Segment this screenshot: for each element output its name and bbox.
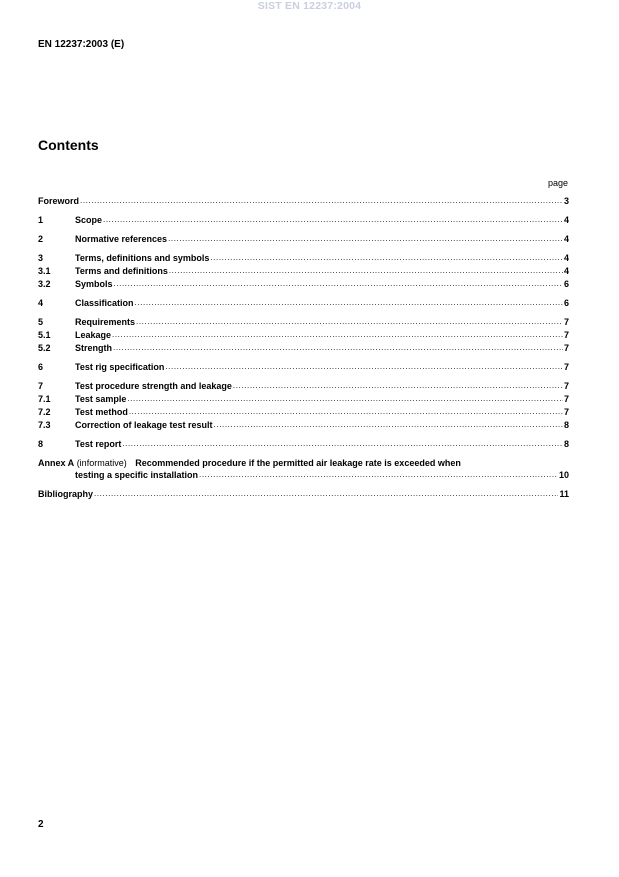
toc-dot-leader <box>129 406 563 418</box>
toc-entry-number: 5 <box>38 317 44 327</box>
toc-dot-leader <box>233 380 563 392</box>
toc-dot-leader <box>122 438 563 450</box>
toc-entry-title: Symbols <box>75 279 113 289</box>
toc-entry-page: 4 <box>563 215 569 225</box>
toc-entry-page: 7 <box>563 330 569 340</box>
toc-entry-title: Terms, definitions and symbols <box>75 253 210 263</box>
toc-entry-page: 7 <box>563 317 569 327</box>
toc-entry-page: 4 <box>563 253 569 263</box>
toc-entry-number: 3.1 <box>38 266 51 276</box>
toc-dot-leader <box>113 342 563 354</box>
toc-entry-title: Strength <box>75 343 112 353</box>
toc-group-4 <box>38 297 569 310</box>
toc-entry-foreword[interactable] <box>38 195 569 208</box>
annex-label: Annex A <box>38 458 75 468</box>
toc-dot-leader <box>114 278 563 290</box>
toc-dot-leader <box>136 316 563 328</box>
toc-entry-title: Classification <box>75 298 134 308</box>
toc-entry-number: 2 <box>38 234 44 244</box>
toc-entry-number: 7 <box>38 381 44 391</box>
toc-entry-page: 7 <box>563 407 569 417</box>
toc-entry-title: Test rig specification <box>75 362 165 372</box>
toc-entry-5[interactable] <box>38 316 569 329</box>
toc-group-annex-a <box>38 457 569 482</box>
toc-dot-leader <box>94 488 558 500</box>
toc-entry-title: Requirements <box>75 317 136 327</box>
annex-type: (informative) <box>76 458 127 468</box>
toc-entry-8[interactable] <box>38 438 569 451</box>
toc-entry-page: 8 <box>563 439 569 449</box>
toc-group-1 <box>38 214 569 227</box>
toc-entry-page: 3 <box>563 196 569 206</box>
toc-entry-3[interactable] <box>38 252 569 265</box>
toc-entry-number: 3.2 <box>38 279 51 289</box>
toc-entry-7-3[interactable] <box>38 419 569 432</box>
toc-dot-leader <box>127 393 563 405</box>
toc-dot-leader <box>168 233 563 245</box>
page-column-label: page <box>547 178 568 188</box>
toc-dot-leader <box>80 195 563 207</box>
toc-entry-page: 11 <box>559 489 569 499</box>
toc-entry-number: 7.1 <box>38 394 51 404</box>
toc-dot-leader <box>135 297 563 309</box>
contents-title: Contents <box>38 137 99 153</box>
toc-entry-number: 7.3 <box>38 420 51 430</box>
toc-entry-title: Test report <box>75 439 122 449</box>
toc-entry-number: 7.2 <box>38 407 51 417</box>
toc-group-6 <box>38 361 569 374</box>
toc-entry-7[interactable] <box>38 380 569 393</box>
annex-title-line1: Recommended procedure if the permitted air leakage rate is exceeded when <box>135 458 461 468</box>
toc-entry-number: 8 <box>38 439 44 449</box>
toc-entry-number: 6 <box>38 362 44 372</box>
toc-entry-number: 5.1 <box>38 330 51 340</box>
toc-entry-number: 5.2 <box>38 343 51 353</box>
toc-dot-leader <box>169 265 563 277</box>
toc-entry-title: Foreword <box>38 196 80 206</box>
toc-group-3 <box>38 252 569 291</box>
toc-group-foreword <box>38 195 569 208</box>
toc-group-2 <box>38 233 569 246</box>
toc-entry-number: 1 <box>38 215 44 225</box>
toc-entry-title: Leakage <box>75 330 112 340</box>
toc-dot-leader <box>199 469 558 481</box>
toc-entry-5-2[interactable] <box>38 342 569 355</box>
toc-entry-title: Scope <box>75 215 103 225</box>
toc-entry-annex-a[interactable] <box>38 457 569 469</box>
toc-entry-page: 7 <box>563 381 569 391</box>
toc-entry-title: Bibliography <box>38 489 94 499</box>
toc-entry-bibliography[interactable] <box>38 488 569 501</box>
watermark: SIST EN 12237:2004 <box>257 0 362 12</box>
document-id: EN 12237:2003 (E) <box>38 39 125 50</box>
toc-entry-page: 4 <box>563 234 569 244</box>
toc-entry-page: 7 <box>563 362 569 372</box>
toc-entry-6[interactable] <box>38 361 569 374</box>
toc-entry-title: Normative references <box>75 234 168 244</box>
toc-dot-leader <box>210 252 563 264</box>
toc-entry-title: Terms and definitions <box>75 266 168 276</box>
toc-group-7 <box>38 380 569 432</box>
toc-group-8 <box>38 438 569 451</box>
toc-dot-leader <box>112 329 563 341</box>
toc-entry-5-1[interactable] <box>38 329 569 342</box>
toc-entry-4[interactable] <box>38 297 569 310</box>
toc-entry-1[interactable] <box>38 214 569 227</box>
toc-dot-leader <box>165 361 563 373</box>
annex-title-line2: testing a specific installation <box>75 470 199 480</box>
toc-dot-leader <box>103 214 563 226</box>
toc-entry-page: 7 <box>563 394 569 404</box>
toc-entry-title: Test procedure strength and leakage <box>75 381 232 391</box>
toc-group-bibliography <box>38 488 569 501</box>
page-number: 2 <box>38 819 44 830</box>
toc-dot-leader <box>214 419 563 431</box>
toc-entry-page: 4 <box>563 266 569 276</box>
toc-entry-number: 4 <box>38 298 44 308</box>
toc-entry-3-1[interactable] <box>38 265 569 278</box>
toc-entry-2[interactable] <box>38 233 569 246</box>
toc-group-5 <box>38 316 569 355</box>
toc-entry-page: 7 <box>563 343 569 353</box>
toc-entry-number: 3 <box>38 253 44 263</box>
toc-entry-title: Test method <box>75 407 128 417</box>
toc-entry-title: Test sample <box>75 394 127 404</box>
toc-entry-3-2[interactable] <box>38 278 569 291</box>
table-of-contents <box>38 195 569 507</box>
toc-entry-7-2[interactable] <box>38 406 569 419</box>
toc-entry-page: 6 <box>563 279 569 289</box>
toc-entry-page: 10 <box>558 470 569 480</box>
toc-entry-annex-a-line2[interactable] <box>38 469 569 482</box>
toc-entry-7-1[interactable] <box>38 393 569 406</box>
toc-entry-page: 6 <box>563 298 569 308</box>
toc-entry-page: 8 <box>563 420 569 430</box>
toc-entry-title: Correction of leakage test result <box>75 420 213 430</box>
